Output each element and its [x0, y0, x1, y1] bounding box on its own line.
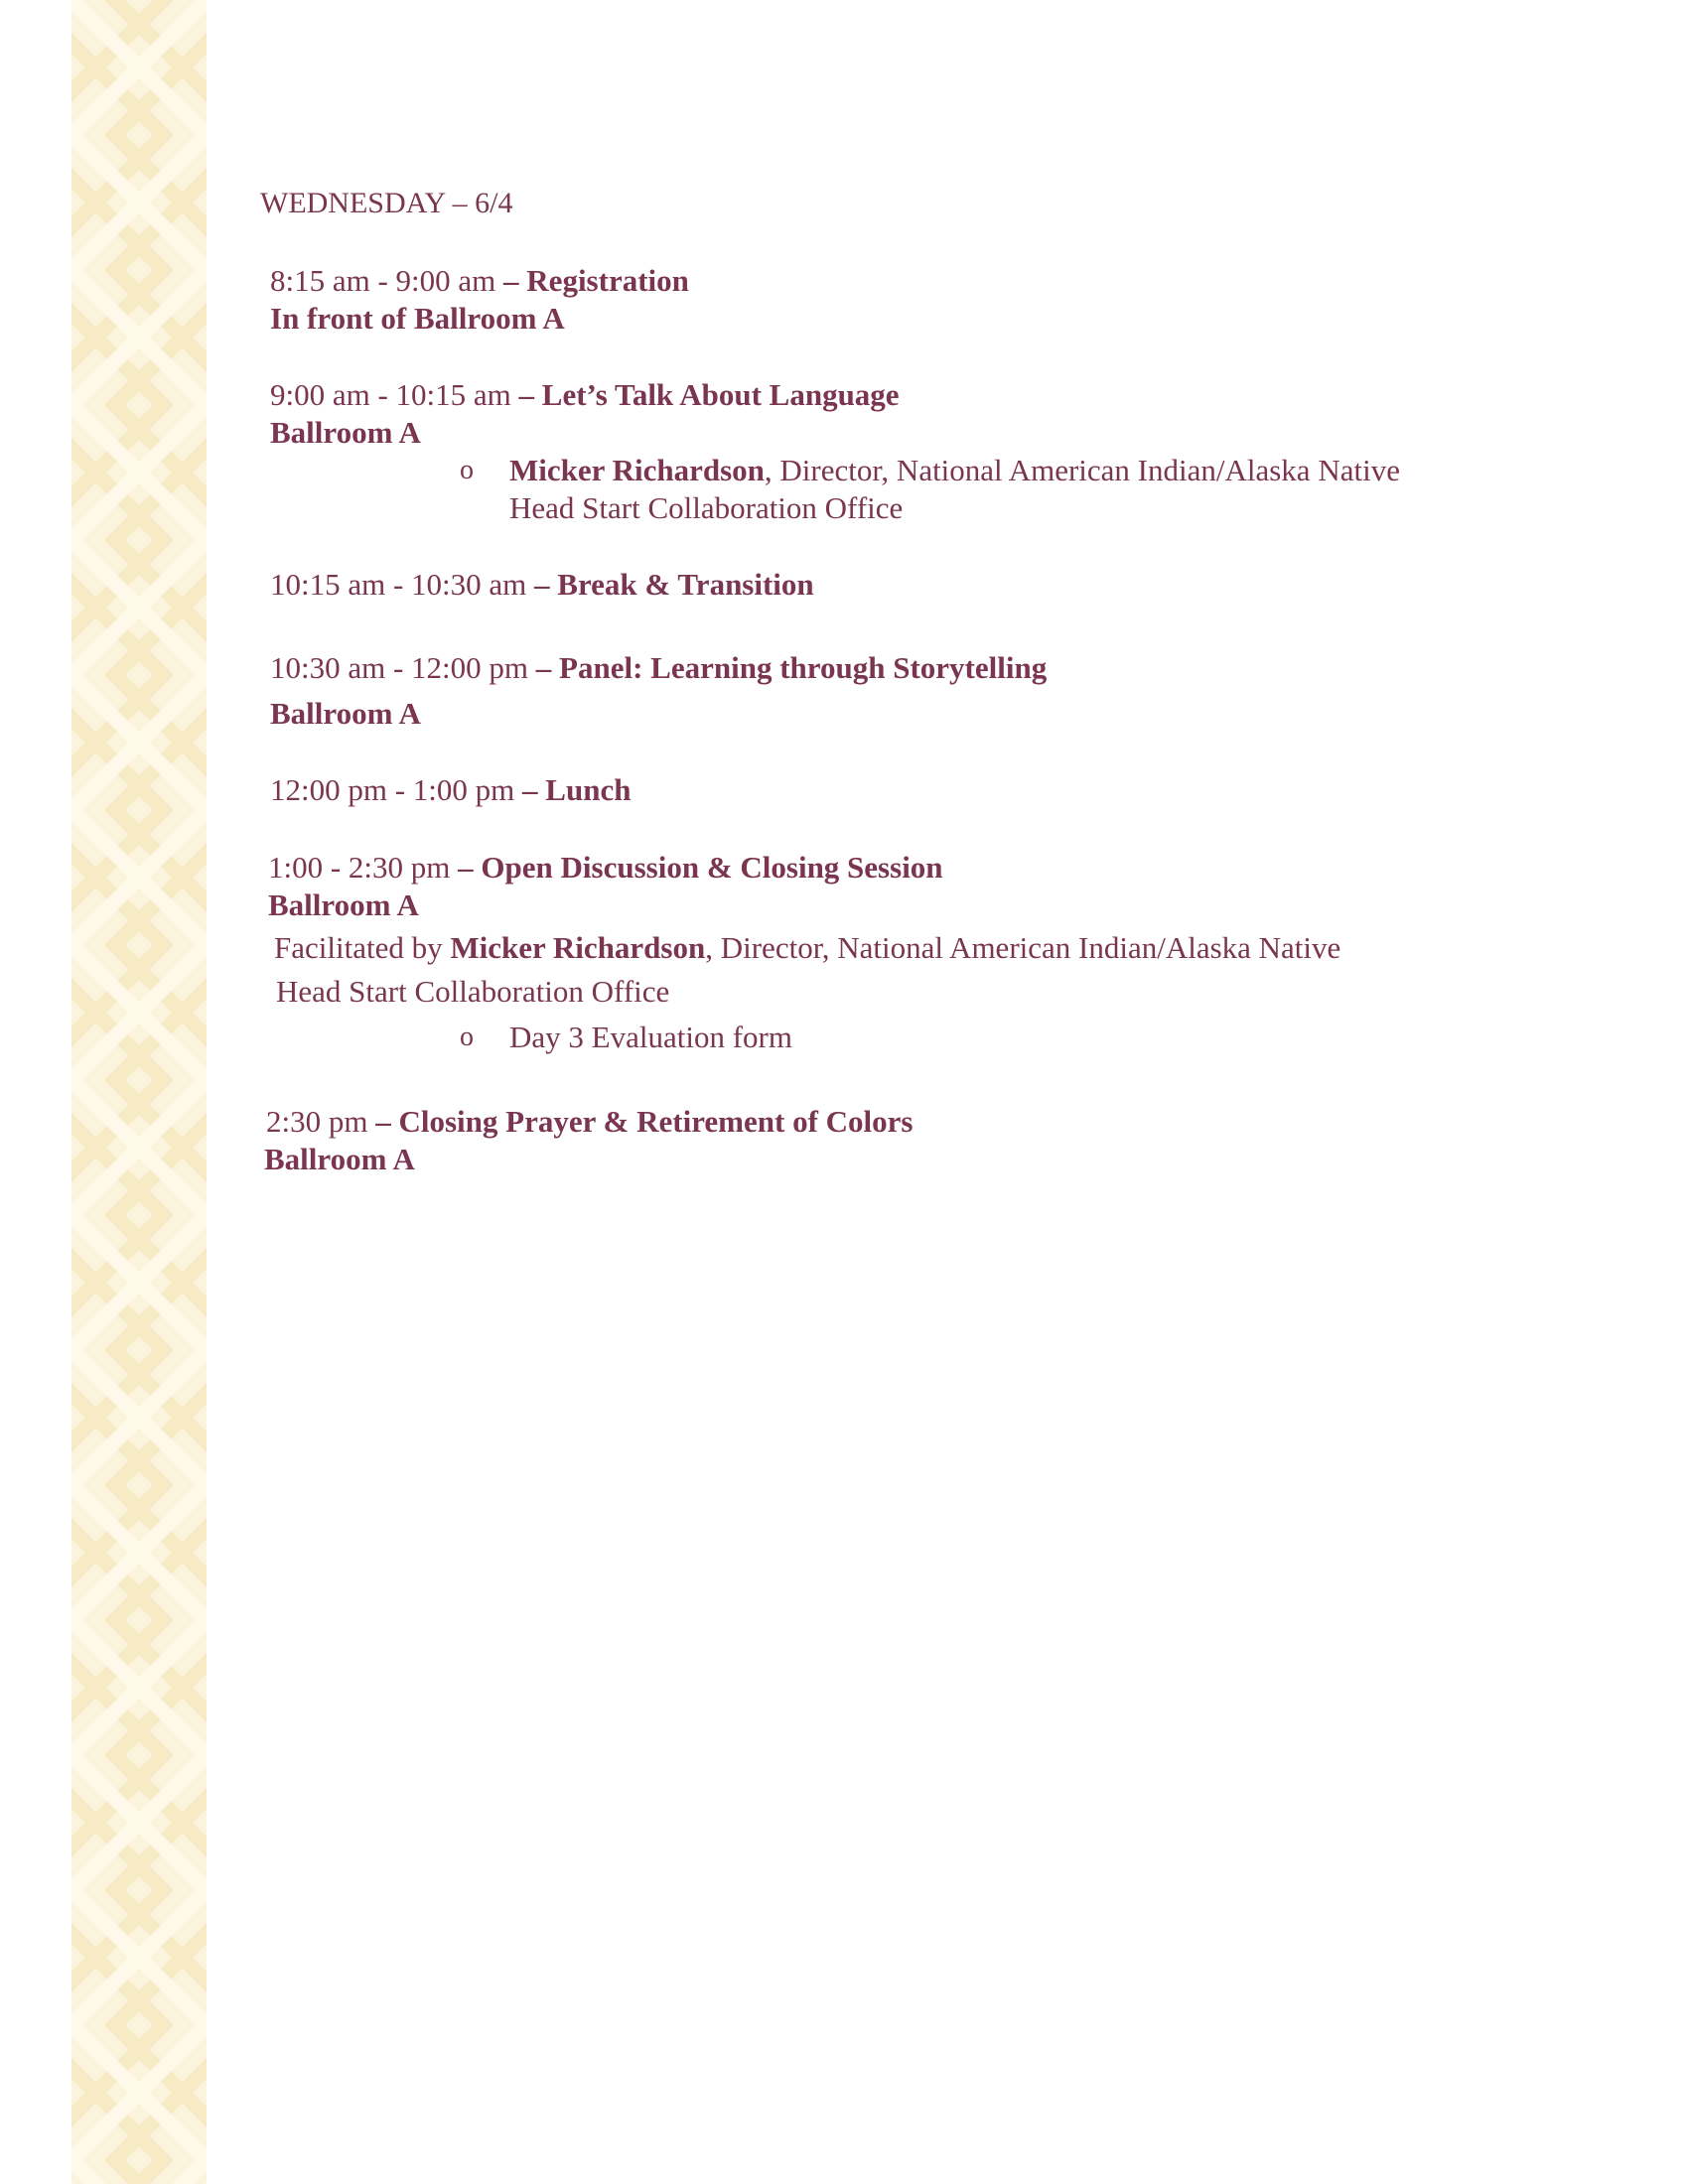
session-separator: –: [495, 263, 527, 298]
session-time: 9:00 am - 10:15 am: [270, 377, 511, 412]
session-separator: –: [510, 377, 542, 412]
speaker-line: [509, 452, 1400, 489]
facilitator-name: Micker Richardson: [450, 930, 706, 965]
session-location: In front of Ballroom A: [270, 301, 565, 336]
facilitator-role-continued: Head Start Collaboration Office: [276, 974, 670, 1009]
session-time-line: [268, 849, 943, 887]
bullet-marker: o: [460, 455, 474, 485]
session-time: 2:30 pm: [266, 1104, 368, 1139]
session-time: 10:15 am - 10:30 am: [270, 567, 527, 602]
facilitator-line: [274, 929, 1340, 967]
session-title: Open Discussion & Closing Session: [481, 850, 943, 885]
facilitator-prefix: Facilitated by: [274, 930, 451, 965]
session-location: Ballroom A: [270, 696, 421, 731]
session-time-line: [270, 376, 900, 414]
speaker-role-continued: Head Start Collaboration Office: [509, 490, 904, 525]
day-heading: WEDNESDAY – 6/4: [260, 187, 513, 219]
session-time-line: [270, 771, 631, 809]
session-location: Ballroom A: [264, 1142, 415, 1176]
session-title: Let’s Talk About Language: [541, 377, 900, 412]
session-time-line: [266, 1103, 913, 1141]
facilitator-role: , Director, National American Indian/Alaska Native: [705, 930, 1341, 965]
speaker-role: , Director, National American Indian/Alaska Native: [764, 453, 1400, 487]
session-location: Ballroom A: [270, 415, 421, 450]
session-separator: –: [450, 850, 482, 885]
session-title: Lunch: [545, 772, 632, 807]
session-time-line: [270, 262, 689, 300]
session-time: 10:30 am - 12:00 pm: [270, 650, 529, 685]
session-separator: –: [514, 772, 546, 807]
session-time-line: [270, 649, 1047, 687]
speaker-name: Micker Richardson: [509, 453, 765, 487]
session-title: Closing Prayer & Retirement of Colors: [398, 1104, 914, 1139]
session-location: Ballroom A: [268, 887, 419, 922]
session-time: 1:00 - 2:30 pm: [268, 850, 451, 885]
bullet-marker: o: [460, 1022, 474, 1052]
session-separator: –: [367, 1104, 399, 1139]
session-time-line: [270, 566, 814, 604]
session-title: Panel: Learning through Storytelling: [559, 650, 1048, 685]
session-separator: –: [528, 650, 560, 685]
session-time: 12:00 pm - 1:00 pm: [270, 772, 515, 807]
evaluation-form-item: Day 3 Evaluation form: [509, 1020, 792, 1054]
session-title: Break & Transition: [557, 567, 814, 602]
session-separator: –: [526, 567, 558, 602]
session-time: 8:15 am - 9:00 am: [270, 263, 496, 298]
session-title: Registration: [526, 263, 689, 298]
